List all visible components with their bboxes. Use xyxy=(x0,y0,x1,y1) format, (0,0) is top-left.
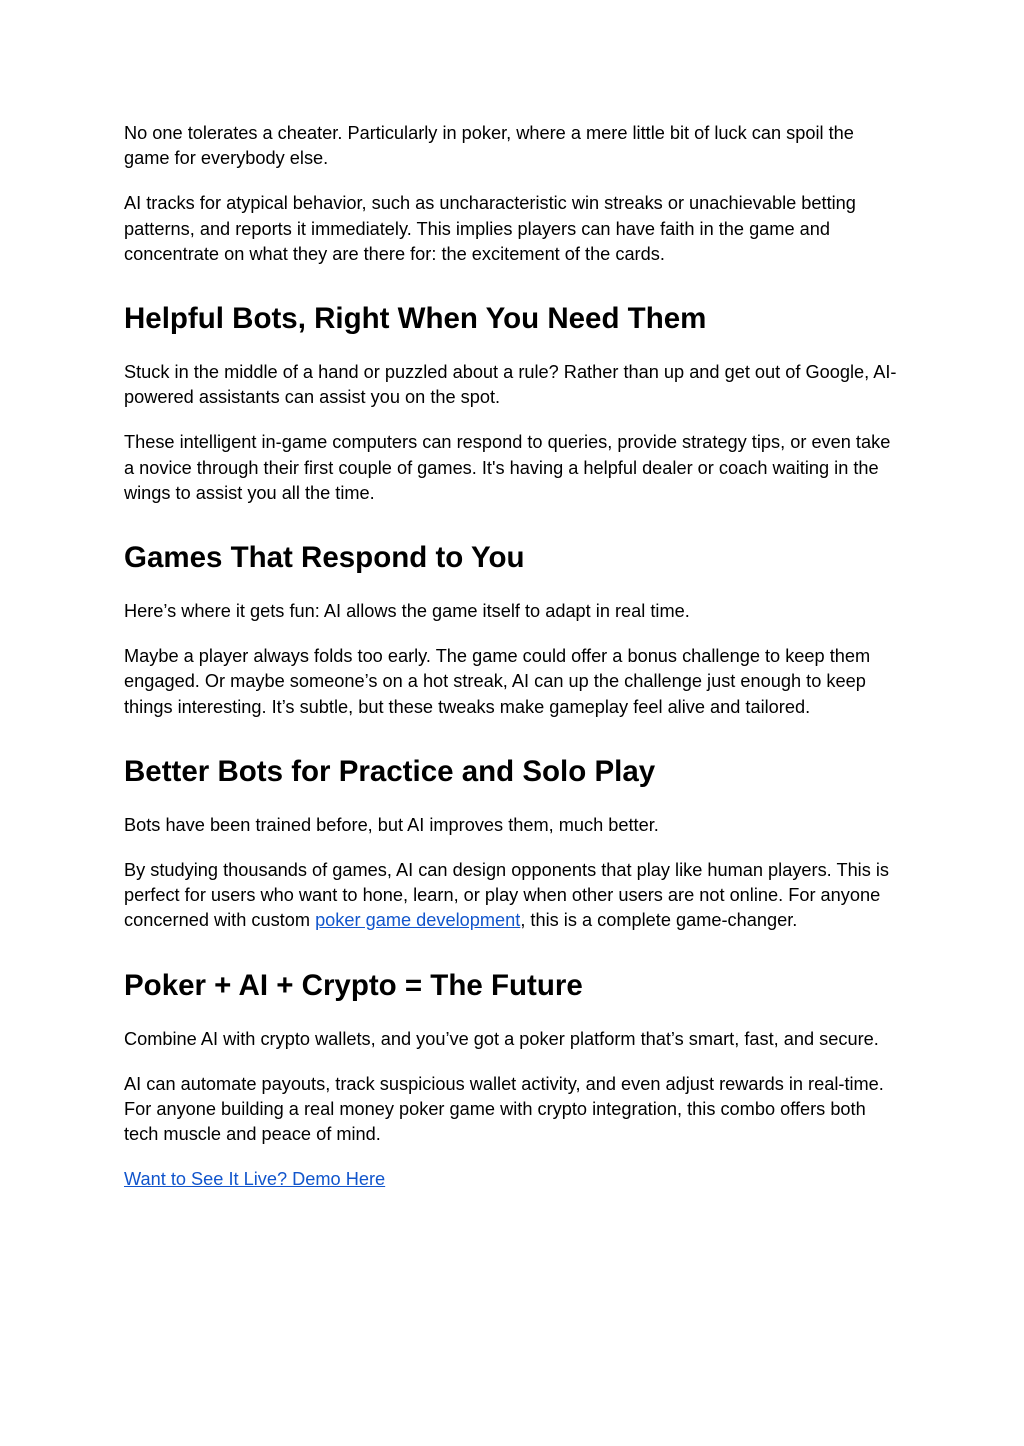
demo-paragraph xyxy=(124,1167,904,1192)
heading-poker-ai-crypto: Poker + AI + Crypto = The Future xyxy=(124,968,583,1002)
demo-link[interactable]: Want to See It Live? Demo Here xyxy=(124,1169,386,1190)
better-bots-text-before-link: By studying thousands of games, AI can design opponents that play like human players. This is perfect for users who want to hone, learn, or play when other users are not online. For anyone concerned with custom xyxy=(124,860,890,931)
poker-game-development-link[interactable]: poker game development xyxy=(315,910,521,931)
intro-paragraph-1: No one tolerates a cheater. Particularly in poker, where a mere little bit of luck can spoil the game for everybody else. xyxy=(124,123,854,169)
better-bots-paragraph-2 xyxy=(124,858,904,934)
better-bots-text-after-link: , this is a complete game-changer. xyxy=(520,910,798,931)
better-bots-paragraph-1: Bots have been trained before, but AI improves them, much better. xyxy=(124,814,659,835)
heading-games-respond: Games That Respond to You xyxy=(124,541,525,575)
helpful-bots-paragraph-1: Stuck in the middle of a hand or puzzled about a rule? Rather than up and get out of Google, AI-powered assistants can assist you on the spot. xyxy=(124,362,897,408)
games-respond-paragraph-2: Maybe a player always folds too early. The game could offer a bonus challenge to keep them engaged. Or maybe someone’s on a hot streak, AI can up the challenge just enough to keep things interesting. It’s subtle, but these tweaks make gameplay feel alive and tailored. xyxy=(124,646,871,717)
heading-helpful-bots: Helpful Bots, Right When You Need Them xyxy=(124,302,707,336)
document-body xyxy=(124,121,904,1193)
poker-ai-crypto-paragraph-1: Combine AI with crypto wallets, and you’ve got a poker platform that’s smart, fast, and secure. xyxy=(124,1028,879,1049)
heading-better-bots: Better Bots for Practice and Solo Play xyxy=(124,754,656,788)
games-respond-paragraph-1: Here’s where it gets fun: AI allows the game itself to adapt in real time. xyxy=(124,601,690,622)
helpful-bots-paragraph-2: These intelligent in-game computers can respond to queries, provide strategy tips, or even take a novice through their first couple of games. It's having a helpful dealer or coach waiting in the wings to assist you all the time. xyxy=(124,432,891,503)
poker-ai-crypto-paragraph-2: AI can automate payouts, track suspicious wallet activity, and even adjust rewards in real-time. For anyone building a real money poker game with crypto integration, this combo offers both tech muscle and peace of mind. xyxy=(124,1073,884,1145)
intro-paragraph-2: AI tracks for atypical behavior, such as uncharacteristic win streaks or unachievable betting patterns, and reports it immediately. This implies players can have faith in the game and concentrate on what they are there for: the excitement of the cards. xyxy=(124,193,856,264)
